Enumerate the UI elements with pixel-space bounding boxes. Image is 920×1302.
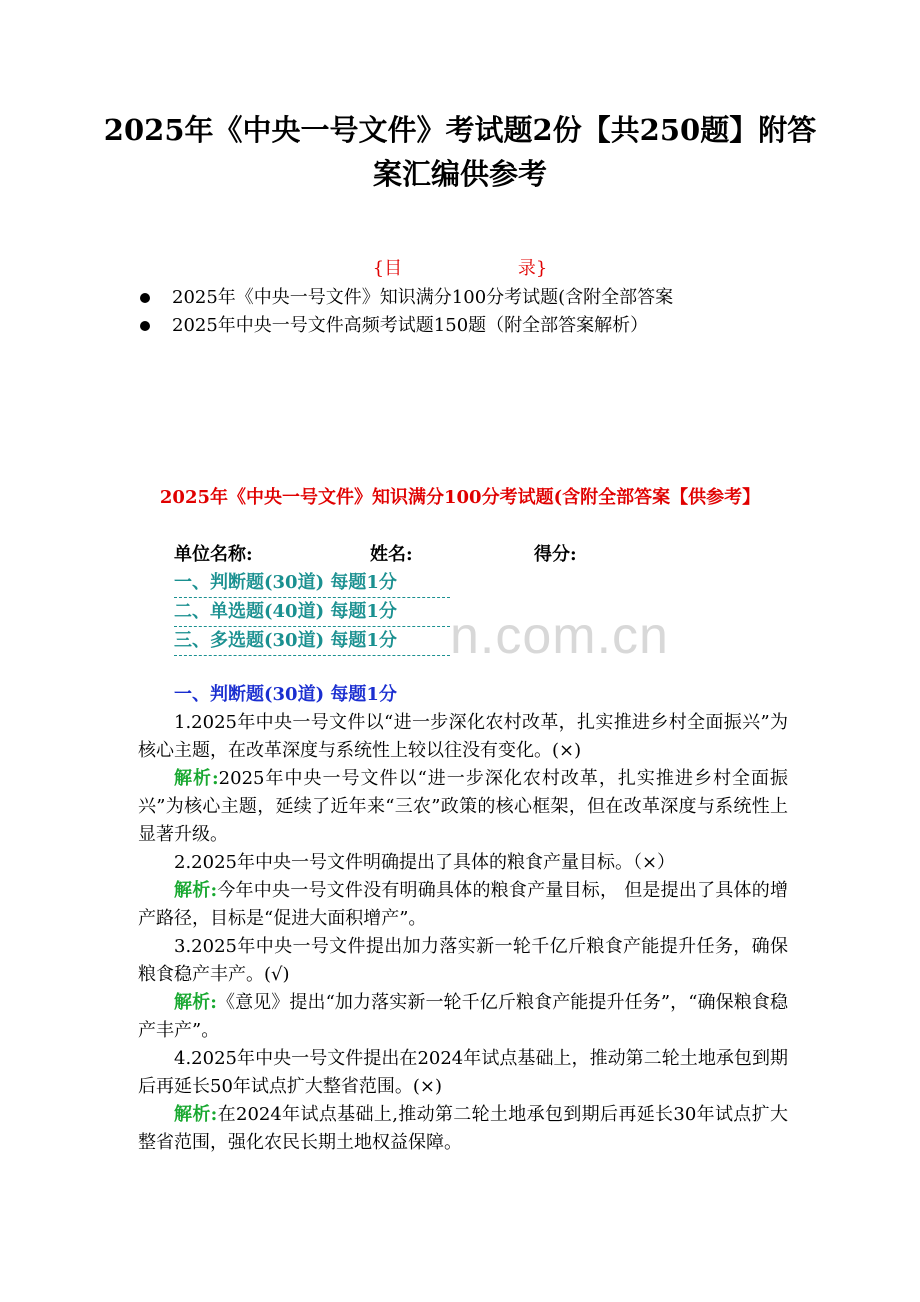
analysis-label: 解析:: [174, 992, 217, 1013]
analysis-text: [138, 1101, 788, 1157]
analysis-label: 解析:: [174, 880, 218, 901]
toc-item-label: 2025年《中央一号文件》知识满分100分考试题(含附全部答案: [172, 287, 674, 308]
toc-heading-right: 录}: [517, 258, 548, 279]
section-link-single-choice[interactable]: 二、单选题(40道) 每题1分: [174, 598, 450, 627]
section-title: 2025年《中央一号文件》知识满分100分考试题(含附全部答案【供参考】: [159, 487, 761, 508]
toc-list: [138, 284, 673, 340]
bullet-icon: [140, 321, 150, 331]
name-label: 姓名:: [370, 544, 413, 565]
analysis-text: [138, 877, 788, 933]
unit-label: 单位名称:: [174, 544, 253, 565]
analysis-label: 解析:: [174, 768, 219, 789]
section-link-multiple-choice[interactable]: 三、多选题(30道) 每题1分: [174, 627, 450, 656]
analysis-body: 在2024年试点基础上,推动第二轮土地承包到期后再延长30年试点扩大整省范围，强化农民长期土地权益保障。: [138, 1104, 788, 1153]
toc-heading-left: {目: [372, 258, 403, 279]
bullet-icon: [140, 293, 150, 303]
score-label: 得分:: [534, 544, 577, 565]
analysis-body: 《意见》提出“加力落实新一轮千亿斤粮食产能提升任务”，“确保粮食稳产丰产”。: [138, 992, 788, 1041]
section-link-judgment[interactable]: 一、判断题(30道) 每题1分: [174, 569, 450, 598]
toc-heading: [0, 256, 920, 282]
question-text: 2.2025年中央一号文件明确提出了具体的粮食产量目标。（×）: [174, 852, 676, 873]
toc-item[interactable]: [138, 312, 673, 340]
watermark: n.com.cn: [450, 607, 669, 665]
toc-item[interactable]: [138, 284, 673, 312]
analysis-text: [138, 765, 788, 849]
question-text: 4.2025年中央一号文件提出在2024年试点基础上，推动第二轮土地承包到期后再延长50年试点扩大整省范围。(×): [138, 1048, 788, 1097]
question-list: [138, 709, 788, 1157]
analysis-body: 今年中央一号文件没有明确具体的粮食产量目标， 但是提出了具体的增产路径，目标是“促进大面积增产”。: [138, 880, 788, 929]
analysis-body: 2025年中央一号文件以“进一步深化农村改革，扎实推进乡村全面振兴”为核心主题，延续了近年来“三农”政策的核心框架，但在改革深度与系统性上显著升级。: [138, 768, 788, 845]
question-text: 3.2025年中央一号文件提出加力落实新一轮千亿斤粮食产能提升任务，确保粮食稳产丰产。(√): [138, 936, 788, 985]
analysis-text: [138, 989, 788, 1045]
question-text: 1.2025年中央一号文件以“进一步深化农村改革，扎实推进乡村全面振兴”为核心主题，在改革深度与系统性上较以往没有变化。(×): [138, 712, 788, 761]
analysis-label: 解析:: [174, 1104, 218, 1125]
part-heading: 一、判断题(30道) 每题1分: [174, 684, 397, 705]
toc-item-label: 2025年中央一号文件高频考试题150题（附全部答案解析）: [172, 315, 649, 336]
page-title: 2025年《中央一号文件》考试题2份【共250题】附答案汇编供参考: [103, 113, 817, 191]
section-links: [174, 569, 450, 656]
